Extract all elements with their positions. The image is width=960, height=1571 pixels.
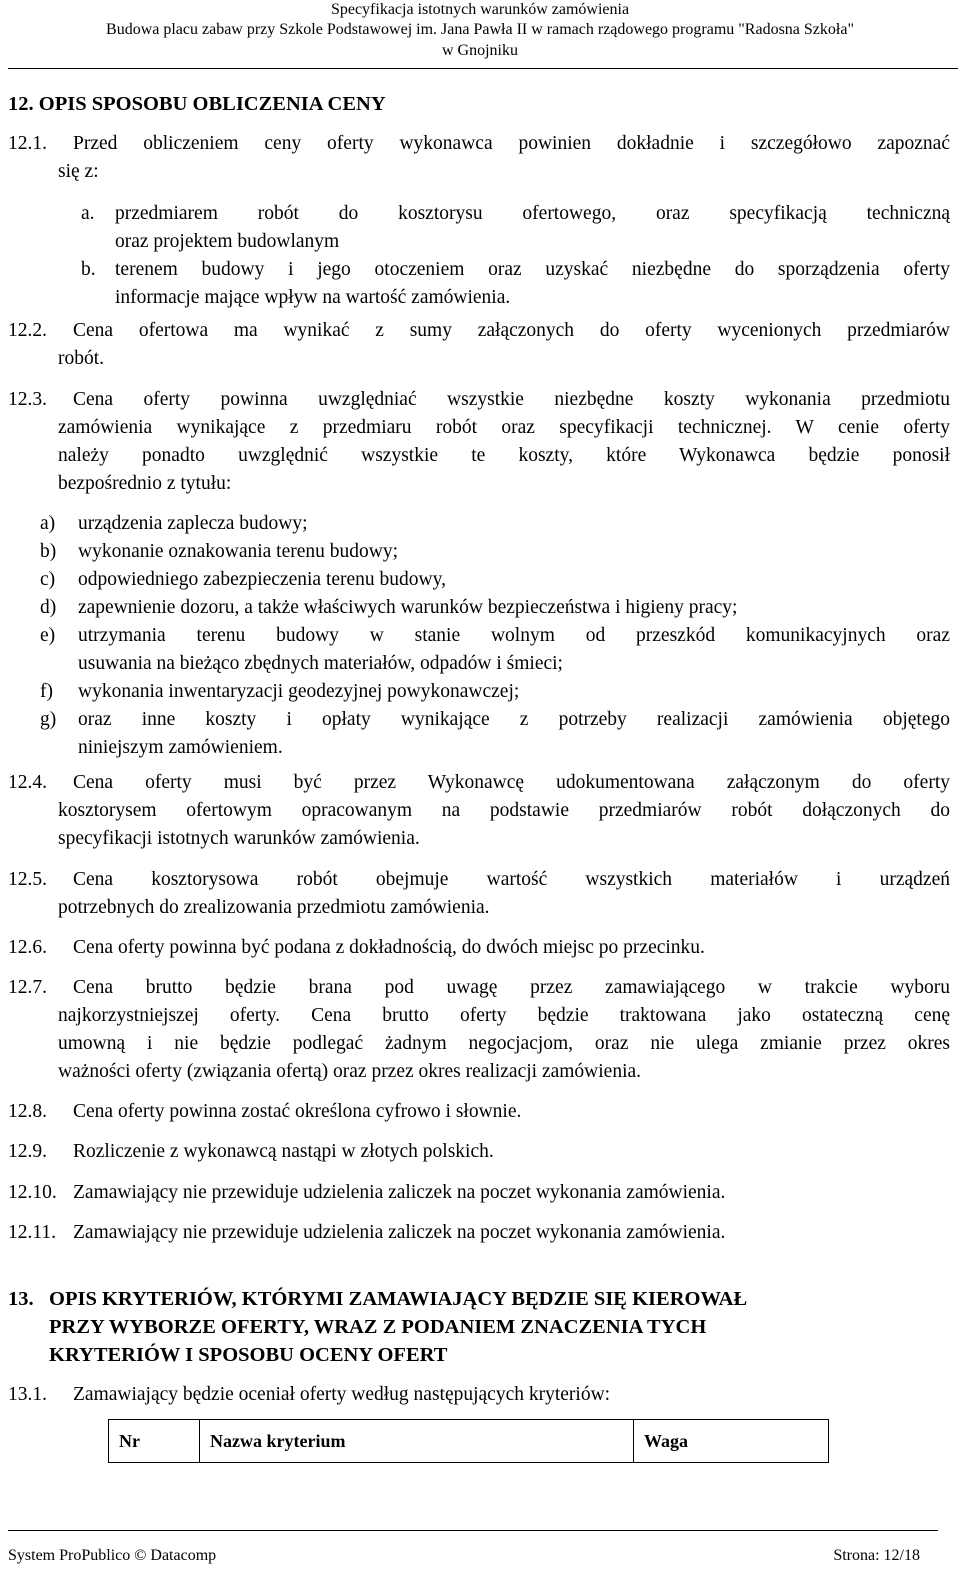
p12-7-line-4: ważności oferty (związania ofertą) oraz przez okres realizacji zamówienia.: [58, 1061, 642, 1082]
item-a-mark: a.: [81, 203, 95, 224]
p12-2-line-1: Cena ofertowa ma wynikać z sumy załączonych do oferty wycenionych przedmiarów: [73, 320, 950, 341]
p12-1-line-2: się z:: [58, 161, 99, 182]
p12-8-text: Cena oferty powinna zostać określona cyfrowo i słownie.: [73, 1101, 522, 1122]
list-g-mark: g): [40, 709, 57, 730]
list-e-mark: e): [40, 625, 56, 646]
header-line-1: Specyfikacja istotnych warunków zamówienia: [330, 1, 630, 18]
list-f-text: wykonania inwentaryzacji geodezyjnej powykonawczej;: [78, 681, 520, 702]
table-header-weight: Waga: [634, 1420, 829, 1463]
item-b-line-2: informacje mające wpływ na wartość zamówienia.: [115, 287, 511, 308]
p12-5-line-1: Cena kosztorysowa robót obejmuje wartość wszystkich materiałów i urządzeń: [73, 869, 950, 890]
p12-4-line-1: Cena oferty musi być przez Wykonawcę udokumentowana załączonym do oferty: [73, 772, 950, 793]
list-f-mark: f): [40, 681, 53, 702]
p12-6-number: 12.6.: [8, 937, 47, 958]
section-13-number: 13.: [8, 1288, 34, 1310]
list-e-line-1: utrzymania terenu budowy w stanie wolnym od przeszkód komunikacyjnych oraz: [78, 625, 950, 646]
item-b-line-1: terenem budowy i jego otoczeniem oraz uzyskać niezbędne do sporządzenia oferty: [115, 259, 950, 280]
footer-divider: [8, 1530, 938, 1531]
p12-7-number: 12.7.: [8, 977, 47, 998]
p12-7-line-2: najkorzystniejszej oferty. Cena brutto oferty będzie traktowana jako ostateczną cenę: [58, 1005, 950, 1026]
p12-11-text: Zamawiający nie przewiduje udzielenia zaliczek na poczet wykonania zamówienia.: [73, 1222, 726, 1243]
header-line-2: Budowa placu zabaw przy Szkole Podstawowej im. Jana Pawła II w ramach rządowego programu "Radosna Szkoła": [106, 21, 854, 38]
p12-4-line-3: specyfikacji istotnych warunków zamówienia.: [58, 828, 420, 849]
p12-2-number: 12.2.: [8, 320, 47, 341]
p12-7-line-3: umowną i nie będzie podlegać żadnym negocjacjom, oraz nie ulega zmianie przez okres: [58, 1033, 950, 1054]
list-g-line-1: oraz inne koszty i opłaty wynikające z potrzeby realizacji zamówienia objętego: [78, 709, 950, 730]
p12-4-number: 12.4.: [8, 772, 47, 793]
criteria-table: [108, 1419, 829, 1463]
p12-3-number: 12.3.: [8, 389, 47, 410]
p13-1-text: Zamawiający będzie oceniał oferty według następujących kryteriów:: [73, 1384, 611, 1405]
p12-2-line-2: robót.: [58, 348, 105, 369]
p12-1-number: 12.1.: [8, 133, 47, 154]
list-d-mark: d): [40, 597, 57, 618]
footer-left: System ProPublico © Datacomp: [8, 1547, 217, 1564]
p12-3-line-2: zamówienia wynikające z przedmiaru robót oraz specyfikacji technicznej. W cenie oferty: [58, 417, 950, 438]
p12-8-number: 12.8.: [8, 1101, 47, 1122]
list-c-text: odpowiedniego zabezpieczenia terenu budowy,: [78, 569, 446, 590]
section-13-title-line-2: PRZY WYBORZE OFERTY, WRAZ Z PODANIEM ZNACZENIA TYCH: [49, 1316, 707, 1338]
p12-6-text: Cena oferty powinna być podana z dokładnością, do dwóch miejsc po przecinku.: [73, 937, 705, 958]
list-g-line-2: niniejszym zamówieniem.: [78, 737, 283, 758]
p12-3-line-3: należy ponadto uwzględnić wszystkie te koszty, które Wykonawca będzie ponosił: [58, 445, 950, 466]
list-c-mark: c): [40, 569, 56, 590]
list-e-line-2: usuwania na bieżąco zbędnych materiałów, odpadów i śmieci;: [78, 653, 563, 674]
section-12-title: 12. OPIS SPOSOBU OBLICZENIA CENY: [8, 93, 386, 115]
footer-page-number: Strona: 12/18: [833, 1547, 920, 1564]
list-a-mark: a): [40, 513, 56, 534]
p12-10-number: 12.10.: [8, 1182, 57, 1203]
table-header-nr: Nr: [109, 1420, 200, 1463]
p12-5-line-2: potrzebnych do zrealizowania przedmiotu zamówienia.: [58, 897, 490, 918]
list-d-text: zapewnienie dozoru, a także właściwych warunków bezpieczeństwa i higieny pracy;: [78, 597, 738, 618]
section-13-title-line-3: KRYTERIÓW I SPOSOBU OCENY OFERT: [49, 1344, 448, 1366]
p12-4-line-2: kosztorysem ofertowym opracowanym na podstawie przedmiarów robót dołączonych do: [58, 800, 950, 821]
p12-3-line-1: Cena oferty powinna uwzględniać wszystkie niezbędne koszty wykonania przedmiotu: [73, 389, 950, 410]
section-13-title-line-1: OPIS KRYTERIÓW, KTÓRYMI ZAMAWIAJĄCY BĘDZIE SIĘ KIEROWAŁ: [49, 1288, 748, 1310]
table-header-row: [109, 1420, 829, 1463]
p12-10-text: Zamawiający nie przewiduje udzielenia zaliczek na poczet wykonania zamówienia.: [73, 1182, 726, 1203]
header-line-3: w Gnojniku: [442, 42, 518, 59]
p12-9-text: Rozliczenie z wykonawcą nastąpi w złotych polskich.: [73, 1141, 494, 1162]
p12-7-line-1: Cena brutto będzie brana pod uwagę przez zamawiającego w trakcie wyboru: [73, 977, 950, 998]
header-divider: [8, 68, 958, 69]
table-header-criterion-name: Nazwa kryterium: [200, 1420, 634, 1463]
p12-1-line-1: Przed obliczeniem ceny oferty wykonawca powinien dokładnie i szczegółowo zapoznać: [73, 133, 950, 154]
item-b-mark: b.: [81, 259, 96, 280]
p12-9-number: 12.9.: [8, 1141, 47, 1162]
p13-1-number: 13.1.: [8, 1384, 47, 1405]
item-a-line-1: przedmiarem robót do kosztorysu ofertowego, oraz specyfikacją techniczną: [115, 203, 950, 224]
list-a-text: urządzenia zaplecza budowy;: [78, 513, 308, 534]
list-b-text: wykonanie oznakowania terenu budowy;: [78, 541, 399, 562]
p12-11-number: 12.11.: [8, 1222, 57, 1243]
list-b-mark: b): [40, 541, 57, 562]
p12-3-line-4: bezpośrednio z tytułu:: [58, 473, 232, 494]
p12-5-number: 12.5.: [8, 869, 47, 890]
item-a-line-2: oraz projektem budowlanym: [115, 231, 340, 252]
